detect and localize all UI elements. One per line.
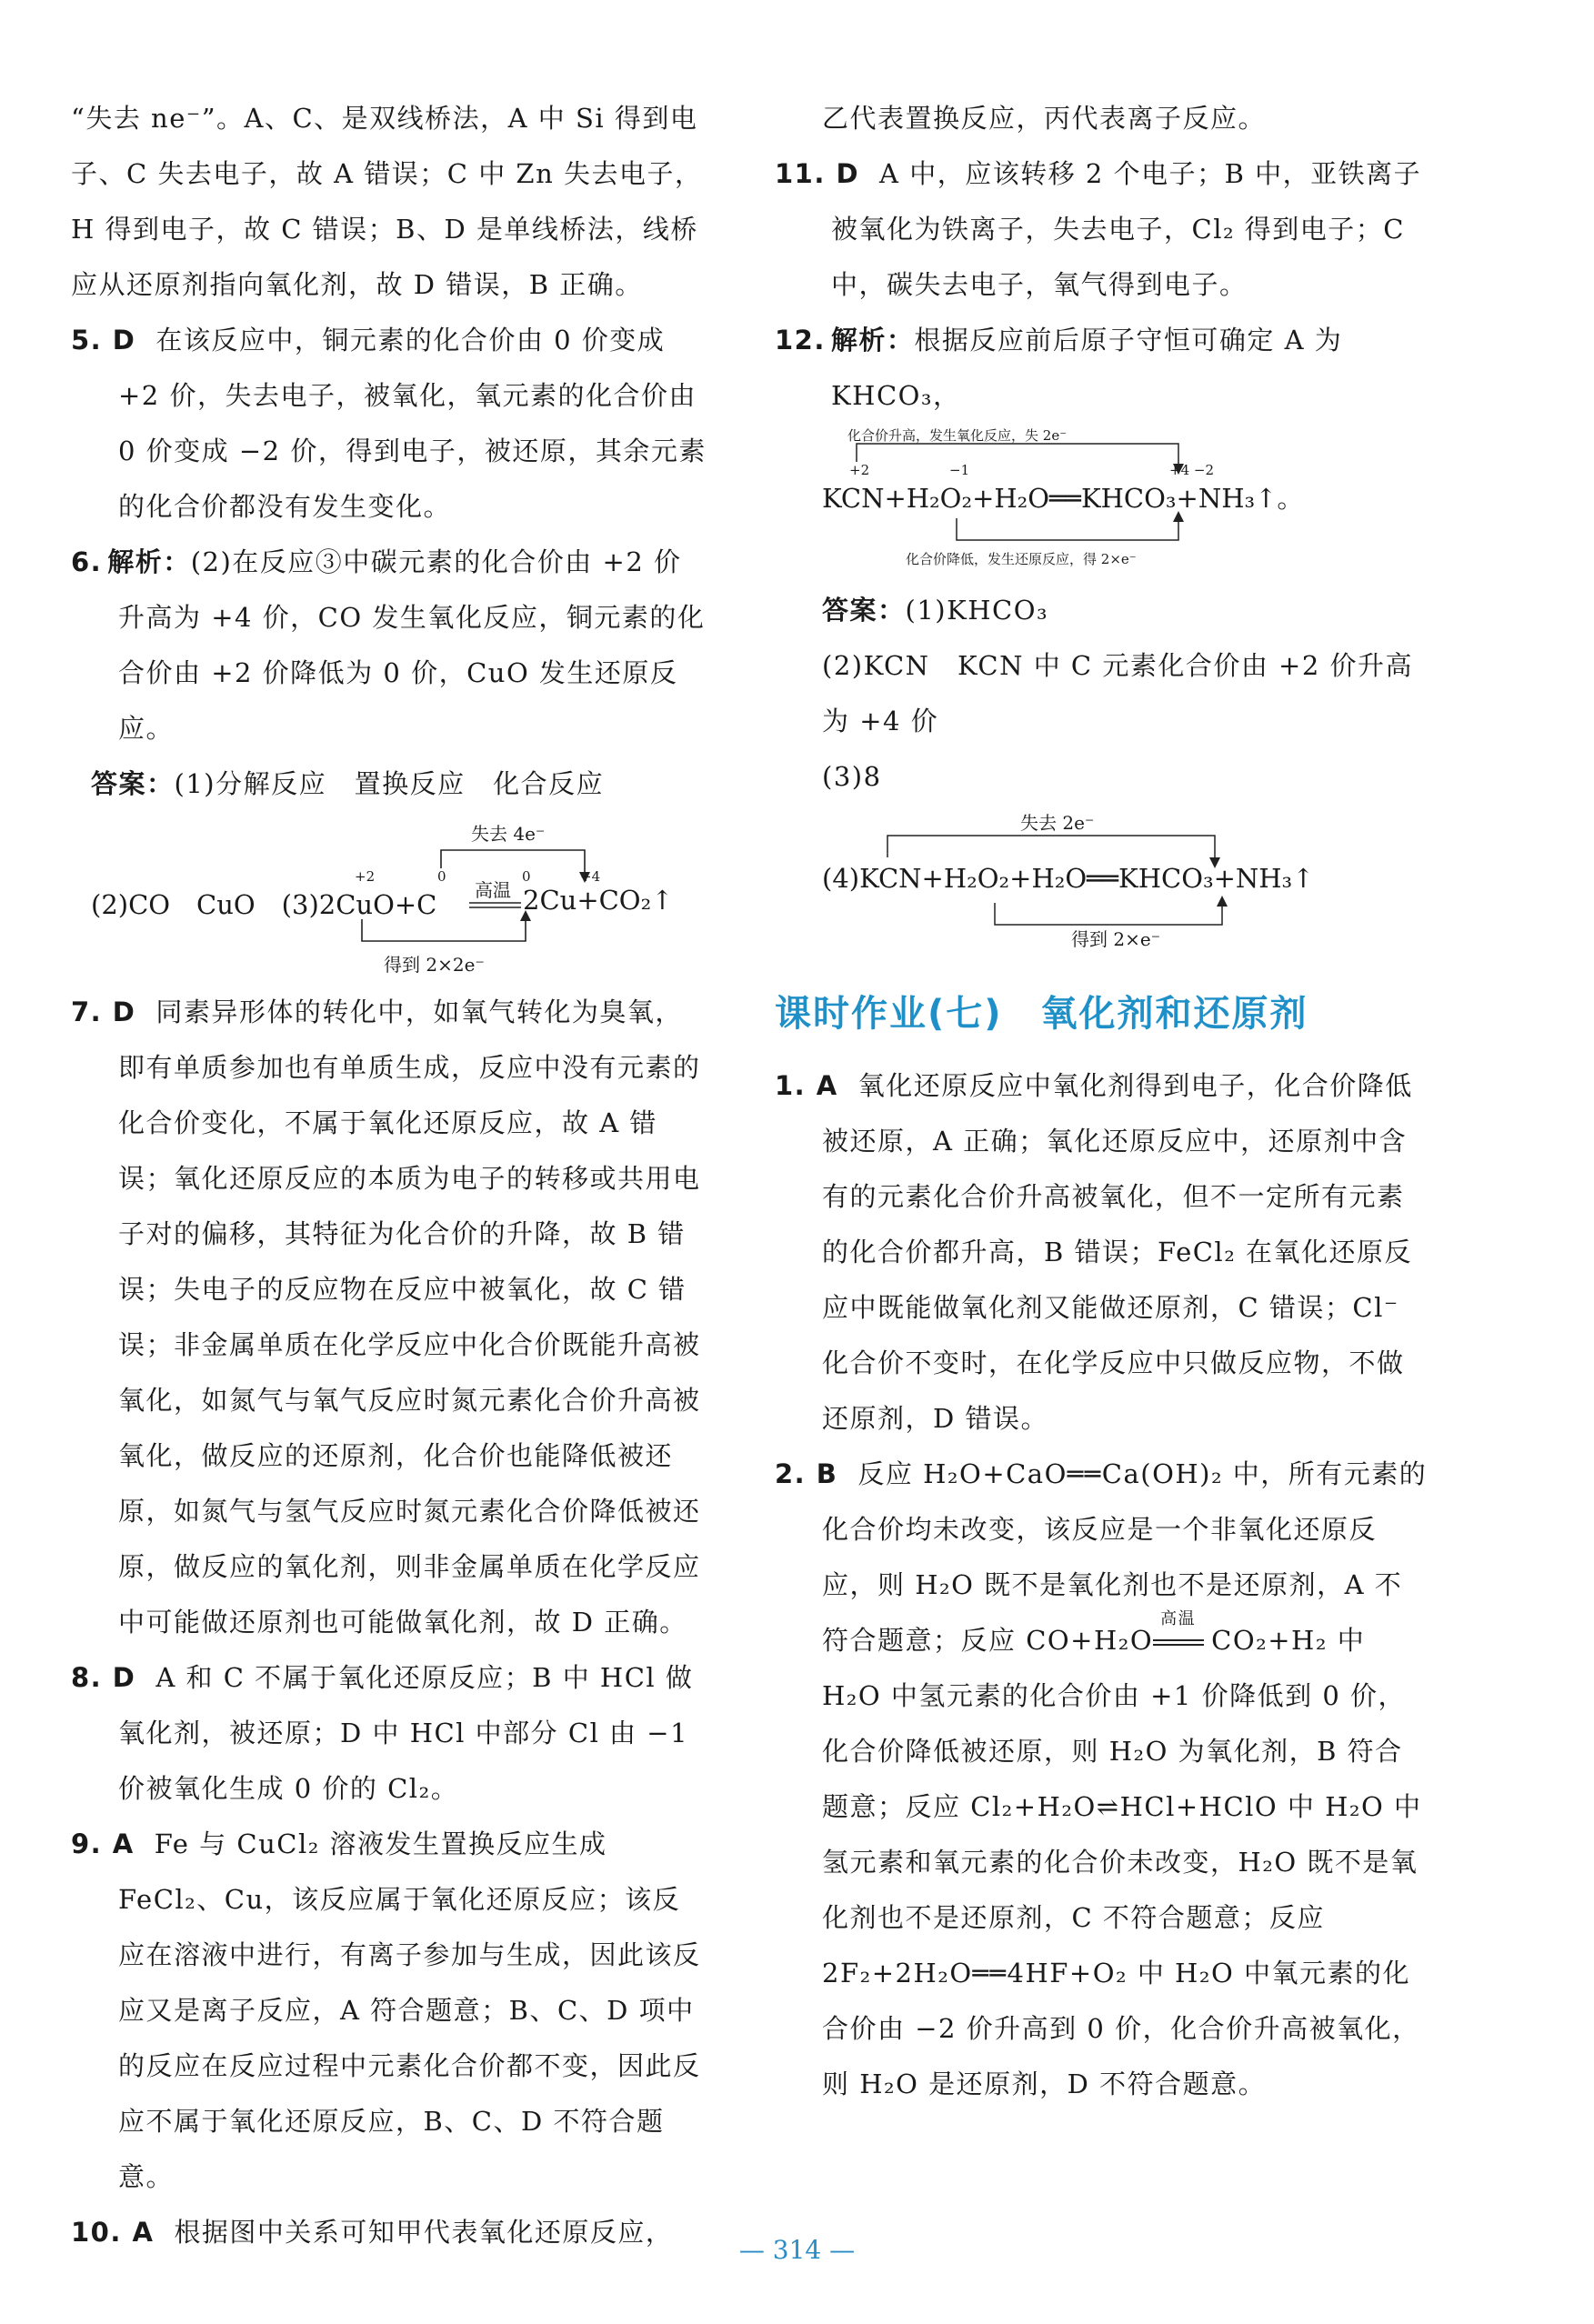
lose-2e-label: 失去 2e⁻ <box>1020 812 1095 834</box>
answer-12-text: 根据反应前后原子守恒可确定 A 为 KHCO₃， <box>831 325 1343 411</box>
answer-5 <box>71 313 707 535</box>
left-column <box>71 91 707 2260</box>
high-temperature-condition: 高温 <box>475 879 511 901</box>
answer-12-answer-2: (2)KCN KCN 中 C 元素化合价由 +2 价升高为 +4 价 <box>822 650 1414 736</box>
answer-6-electron-diagram <box>71 812 707 985</box>
answer-12-answer-1 <box>775 583 1429 638</box>
answer-6-number: 6. <box>71 546 103 577</box>
page-number: — 314 — <box>738 2235 856 2265</box>
answer-12-analysis-label: 解析： <box>830 325 915 356</box>
lose-2e-bridge <box>887 836 1215 861</box>
gain-e-arrowhead <box>1217 896 1228 907</box>
answer-12-number: 12. <box>775 325 826 356</box>
answer-6-answer <box>71 756 707 812</box>
hw7-answer-1-text: 氧化还原反应中氧化剂得到电子，化合价降低被还原，A 正确；氧化还原反应中，还原剂中含有的元素化合价升高被氧化，但不一定所有元素的化合价都升高，B 错误；FeCl₂ 在氧化还原反应中既能做氧化剂又能做还原剂，C 错误；Cl⁻ 化合价不变时，在化学反应中只做反应物，不做还原剂，D 错误。 <box>822 1070 1413 1434</box>
reduction-label: 化合价降低，发生还原反应，得 2×e⁻ <box>906 551 1137 567</box>
oxidation-label: 化合价升高，发生氧化反应，失 2e⁻ <box>847 427 1068 444</box>
lose-4e-label: 失去 4e⁻ <box>471 823 546 845</box>
answer-10-number: 10. A <box>71 2217 155 2248</box>
answer-9-text: Fe 与 CuCl₂ 溶液发生置换反应生成 FeCl₂、Cu，该反应属于氧化还原反应；该反应在溶液中进行，有离子参加与生成，因此该反应又是离子反应，A 符合题意；B、C、D 项中的反应在反应过程中元素化合价都不变，因此反应不属于氧化还原反应，B、C、D 不符合题意。 <box>118 1828 701 2192</box>
answer-11-text: A 中，应该转移 2 个电子；B 中，亚铁离子被氧化为铁离子，失去电子，Cl₂ 得到电子；C 中，碳失去电子，氧气得到电子。 <box>831 158 1422 300</box>
answer-5-text: 在该反应中，铜元素的化合价由 0 价变成 +2 价，失去电子，被氧化，氧元素的化合价由 0 价变成 −2 价，得到电子，被还原，其余元素的化合价都没有发生变化。 <box>118 325 707 522</box>
reduction-bridge <box>957 518 1178 540</box>
answer-11-number: 11. D <box>775 158 860 189</box>
valence-c-plus4: +4 <box>580 868 601 885</box>
valence-o-minus1: −1 <box>949 462 970 478</box>
answer-12-answer-1-text: (1)KHCO₃ <box>905 595 1049 626</box>
answer-12-answer-3: (3)8 <box>822 761 882 792</box>
answer-12 <box>775 313 1429 424</box>
hw7-answer-2-text-a: 反应 H₂O+CaO══Ca(OH)₂ 中，所有元素的化合价均未改变，该反应是一个非氧化还原反应，则 H₂O 既不是氧化剂也不是还原剂，A 不符合题意；反应 CO+H₂O <box>822 1458 1428 1656</box>
gain-e-bridge <box>995 903 1222 925</box>
answer-12-equation-1: KCN+H₂O₂+H₂O══KHCO₃+NH₃↑。 <box>822 483 1304 514</box>
answer-7-text: 同素异形体的转化中，如氧气转化为臭氧，即有单质参加也有单质生成，反应中没有元素的化合价变化，不属于氧化还原反应，故 A 错误；氧化还原反应的本质为电子的转移或共用电子对的偏移，其特征为化合价的升降，故 B 错误；失电子的反应物在反应中被氧化，故 C 错误；非金属单质在化学反应中化合价既能升高被氧化，如氮气与氧气反应时氮元素化合价升高被氧化，做反应的还原剂，化合价也能降低被还原，如氮气与氢气反应时氮元素化合价降低被还原，做反应的氧化剂，则非金属单质在化学反应中可能做还原剂也可能做氧化剂，故 D 正确。 <box>118 997 701 1638</box>
answer-6-text: (2)在反应③中碳元素的化合价由 +2 价升高为 +4 价，CO 发生氧化反应，铜元素的化合价由 +2 价降低为 0 价，CuO 发生还原反应。 <box>118 546 706 744</box>
right-column <box>775 91 1429 2112</box>
answer-7 <box>71 985 707 1650</box>
answer-6-answer-text: (1)分解反应 置换反应 化合反应 <box>174 768 605 799</box>
gain-2xe-label: 得到 2×e⁻ <box>1071 928 1161 950</box>
q4-continuation: “失去 ne⁻”。A、C、是双线桥法，A 中 Si 得到电子、C 失去电子，故 A 错误；C 中 Zn 失去电子，H 得到电子，故 C 错误；B、D 是单线桥法，线桥应从还原剂指向氧化剂，故 D 错误，B 正确。 <box>71 103 703 300</box>
hw7-answer-2 <box>775 1447 1429 2112</box>
valence-cu-0: 0 <box>522 868 531 885</box>
oxidation-bridge <box>857 444 1178 467</box>
answer-9-number: 9. A <box>71 1828 135 1859</box>
hw7-answer-1-number: 1. A <box>775 1070 838 1101</box>
answer-11 <box>775 146 1429 313</box>
gain-2x2e-label: 得到 2×2e⁻ <box>384 954 485 976</box>
answer-5-number: 5. D <box>71 325 136 356</box>
answer-8-number: 8. D <box>71 1662 136 1693</box>
answer-10-text: 根据图中关系可知甲代表氧化还原反应， <box>174 2217 674 2248</box>
answer-10-continuation: 乙代表置换反应，丙代表离子反应。 <box>822 103 1267 134</box>
answer-12-diagram-1 <box>822 424 1429 583</box>
hw7-answer-2-text-b: CO₂+H₂ 中 H₂O 中氢元素的化合价由 +1 价降低到 0 价，化合价降低被还原，则 H₂O 为氧化剂，B 符合题意；反应 Cl₂+H₂O⇌HCl+HClO 中 H₂O 中氢元素和氧元素的化合价未改变，H₂O 既不是氧化剂也不是还原剂，C 不符合题意；反应 2F₂+2H₂O══4HF+O₂ 中 H₂O 中氧元素的化合价由 −2 价升高到 0 价，化合价升高被氧化，则 H₂O 是还原剂，D 不符合题意。 <box>822 1625 1422 2099</box>
hw7-answer-2-number: 2. B <box>775 1458 838 1489</box>
answer-8 <box>71 1650 707 1817</box>
valence-c-0: 0 <box>437 868 446 885</box>
answer-6-equation-right: 2Cu+CO₂↑ <box>523 885 674 916</box>
answer-12-equation-2: (4)KCN+H₂O₂+H₂O══KHCO₃+NH₃↑ <box>822 863 1315 894</box>
hw7-answer-1 <box>775 1058 1429 1447</box>
answer-9 <box>71 1817 707 2205</box>
answer-12-diagram-2 <box>822 805 1429 950</box>
answer-6-equation-left: (2)CO CuO (3)2CuO+C <box>91 889 437 920</box>
answer-6-analysis-label: 解析： <box>107 546 191 577</box>
high-temp-condition-2: 高温 <box>1160 1609 1197 1628</box>
answer-12-answer-label: 答案： <box>822 595 906 626</box>
lose-electron-bridge <box>441 850 585 876</box>
valence-c-plus2: +2 <box>849 462 870 478</box>
answer-6 <box>71 535 707 756</box>
valence-cu-plus2: +2 <box>355 868 376 885</box>
answer-7-number: 7. D <box>71 997 136 1027</box>
answer-8-text: A 和 C 不属于氧化还原反应；B 中 HCl 做氧化剂，被还原；D 中 HCl 中部分 Cl 由 −1 价被氧化生成 0 价的 Cl₂。 <box>118 1662 694 1804</box>
answer-6-answer-label: 答案： <box>91 768 175 799</box>
section-title: 课时作业(七) 氧化剂和还原剂 <box>775 993 1308 1035</box>
valence-c-plus4-o-minus2: +4 −2 <box>1169 462 1214 478</box>
high-temp-equals-sign <box>1153 1609 1211 1668</box>
